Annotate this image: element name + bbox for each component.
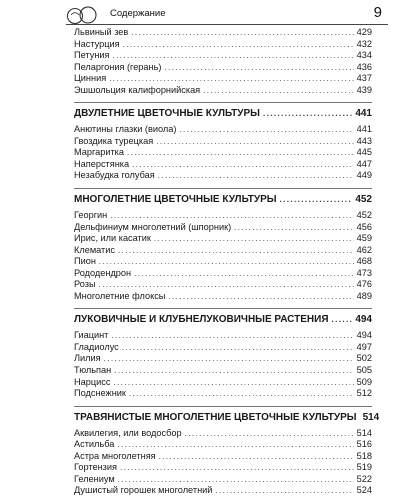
section-divider <box>74 406 372 407</box>
entry-page-number: 452 <box>356 210 372 221</box>
entry-page-number: 489 <box>356 290 372 301</box>
section-page-number: 514 <box>362 411 380 423</box>
toc-entry[interactable] <box>74 474 372 486</box>
toc-entry[interactable] <box>74 159 372 171</box>
toc-entry[interactable] <box>74 485 372 497</box>
entry-title: Пион <box>74 256 96 267</box>
toc-entry[interactable] <box>74 27 372 39</box>
page-number: 9 <box>373 4 382 21</box>
toc-entry[interactable] <box>74 279 372 291</box>
section-page-number: 494 <box>355 314 372 326</box>
entry-title: Пеларгония (герань) <box>74 61 162 72</box>
page-header <box>66 6 386 26</box>
entry-page-number: 432 <box>356 38 372 49</box>
toc-entry[interactable] <box>74 291 372 303</box>
dot-leader <box>118 245 354 257</box>
dot-leader <box>109 73 353 85</box>
entry-title: Душистый горошек многолетний <box>74 485 213 496</box>
dot-leader <box>234 222 353 234</box>
toc-entry[interactable] <box>74 233 372 245</box>
entry-title: Подснежник <box>74 388 126 399</box>
dot-leader <box>263 107 352 121</box>
entry-page-number: 443 <box>356 135 372 146</box>
entry-page-number: 449 <box>356 170 372 181</box>
entry-page-number: 512 <box>356 388 372 399</box>
entry-page-number: 434 <box>356 50 372 61</box>
toc-entry[interactable] <box>74 85 372 97</box>
toc-entry[interactable] <box>74 136 372 148</box>
section-title: ЛУКОВИЧНЫЕ И КЛУБНЕЛУКОВИЧНЫЕ РАСТЕНИЯ <box>74 314 329 326</box>
entry-page-number: 505 <box>356 365 372 376</box>
entry-page-number: 459 <box>356 233 372 244</box>
entry-page-number: 514 <box>356 427 372 438</box>
entry-page-number: 437 <box>356 73 372 84</box>
dot-leader <box>203 85 353 97</box>
dot-leader <box>215 485 353 497</box>
dot-leader <box>129 388 354 400</box>
entry-page-number: 456 <box>356 221 372 232</box>
dot-leader <box>104 353 354 365</box>
entry-title: Наперстянка <box>74 158 130 169</box>
toc-entry[interactable] <box>74 342 372 354</box>
entry-title: Цинния <box>74 73 107 84</box>
toc-entry[interactable] <box>74 62 372 74</box>
dot-leader <box>110 210 353 222</box>
section-title: МНОГОЛЕТНИЕ ЦВЕТОЧНЫЕ КУЛЬТУРЫ <box>74 194 277 206</box>
dot-leader <box>131 27 353 39</box>
section-page-number: 452 <box>355 194 372 206</box>
publisher-logo-icon <box>66 4 100 26</box>
entry-page-number: 516 <box>356 439 372 450</box>
dot-leader <box>134 268 354 280</box>
section-divider <box>74 102 372 103</box>
section-page-number: 441 <box>355 108 372 120</box>
toc-entry[interactable] <box>74 365 372 377</box>
toc-entry[interactable] <box>74 428 372 440</box>
toc-entry[interactable] <box>74 124 372 136</box>
entry-title: Гиацинт <box>74 330 109 341</box>
dot-leader <box>118 474 354 486</box>
entry-title: Георгин <box>74 210 108 221</box>
entry-title: Нарцисс <box>74 376 111 387</box>
entry-page-number: 429 <box>356 27 372 37</box>
dot-leader <box>332 313 353 327</box>
section-heading[interactable] <box>74 411 380 425</box>
toc-entry[interactable] <box>74 39 372 51</box>
dot-leader <box>123 39 354 51</box>
dot-leader <box>280 193 353 207</box>
entry-title: Анютины глазки (виола) <box>74 124 177 135</box>
dot-leader <box>185 428 354 440</box>
entry-page-number: 519 <box>356 462 372 473</box>
entry-page-number: 468 <box>356 256 372 267</box>
dot-leader <box>117 439 353 451</box>
entry-page-number: 518 <box>356 450 372 461</box>
entry-title: Маргаритка <box>74 147 125 158</box>
dot-leader <box>164 62 353 74</box>
toc-entry[interactable] <box>74 268 372 280</box>
entry-title: Розы <box>74 279 96 290</box>
dot-leader <box>113 377 353 389</box>
dot-leader <box>168 291 353 303</box>
entry-title: Гладиолус <box>74 341 119 352</box>
table-of-contents <box>74 25 380 497</box>
entry-page-number: 445 <box>356 147 372 158</box>
entry-page-number: 439 <box>356 84 372 95</box>
entry-title: Гелениум <box>74 473 115 484</box>
dot-leader <box>132 159 354 171</box>
entry-title: Дельфиниум многолетний (шпорник) <box>74 221 232 232</box>
toc-entry[interactable] <box>74 388 372 400</box>
dot-leader <box>179 124 353 136</box>
toc-entry[interactable] <box>74 377 372 389</box>
entry-page-number: 502 <box>356 353 372 364</box>
entry-title: Многолетние флоксы <box>74 290 166 301</box>
entry-title: Астильба <box>74 439 115 450</box>
section-heading[interactable] <box>74 313 372 327</box>
entry-title: Клематис <box>74 244 115 255</box>
entry-title: Тюльпан <box>74 365 112 376</box>
entry-page-number: 522 <box>356 473 372 484</box>
section-title: ДВУЛЕТНИЕ ЦВЕТОЧНЫЕ КУЛЬТУРЫ <box>74 108 260 120</box>
dot-leader <box>159 451 354 463</box>
entry-page-number: 497 <box>356 341 372 352</box>
dot-leader <box>154 233 354 245</box>
toc-entry[interactable] <box>74 245 372 257</box>
running-header-title: Содержание <box>110 8 166 19</box>
dot-leader <box>127 147 354 159</box>
section-divider <box>74 188 372 189</box>
entry-title: Аквилегия, или водосбор <box>74 427 182 438</box>
entry-page-number: 494 <box>356 330 372 341</box>
toc-entry[interactable] <box>74 330 372 342</box>
entry-title: Гортензия <box>74 462 117 473</box>
entry-page-number: 436 <box>356 61 372 72</box>
toc-entry[interactable] <box>74 353 372 365</box>
section-title: ТРАВЯНИСТЫЕ МНОГОЛЕТНИЕ ЦВЕТОЧНЫЕ КУЛЬТУРЫ <box>74 411 357 423</box>
entry-page-number: 509 <box>356 376 372 387</box>
dot-leader <box>158 170 354 182</box>
entry-page-number: 473 <box>356 267 372 278</box>
dot-leader <box>99 256 354 268</box>
entry-page-number: 476 <box>356 279 372 290</box>
toc-entry[interactable] <box>74 73 372 85</box>
toc-entry[interactable] <box>74 222 372 234</box>
entry-title: Лилия <box>74 353 101 364</box>
entry-title: Львиный зев <box>74 27 129 37</box>
entry-title: Рододендрон <box>74 267 132 278</box>
entry-title: Настурция <box>74 38 120 49</box>
toc-entry[interactable] <box>74 451 372 463</box>
toc-entry[interactable] <box>74 147 372 159</box>
toc-entry[interactable] <box>74 256 372 268</box>
entry-title: Эшшольция калифорнийская <box>74 84 201 95</box>
entry-title: Астра многолетняя <box>74 450 156 461</box>
toc-entry[interactable] <box>74 462 372 474</box>
toc-entry[interactable] <box>74 439 372 451</box>
dot-leader <box>120 462 354 474</box>
entry-title: Гвоздика турецкая <box>74 135 154 146</box>
dot-leader <box>113 50 354 62</box>
dot-leader <box>99 279 354 291</box>
entry-page-number: 462 <box>356 244 372 255</box>
dot-leader <box>122 342 354 354</box>
toc-entry[interactable] <box>74 170 372 182</box>
entry-title: Ирис, или касатик <box>74 233 151 244</box>
dot-leader <box>156 136 353 148</box>
entry-title: Незабудка голубая <box>74 170 155 181</box>
dot-leader <box>114 365 353 377</box>
toc-entry[interactable] <box>74 210 372 222</box>
entry-page-number: 524 <box>356 485 372 496</box>
entry-title: Петуния <box>74 50 110 61</box>
section-heading[interactable] <box>74 107 372 121</box>
entry-page-number: 441 <box>356 124 372 135</box>
dot-leader <box>111 330 353 342</box>
entry-page-number: 447 <box>356 158 372 169</box>
toc-entry[interactable] <box>74 50 372 62</box>
section-heading[interactable] <box>74 193 372 207</box>
section-divider <box>74 308 372 309</box>
